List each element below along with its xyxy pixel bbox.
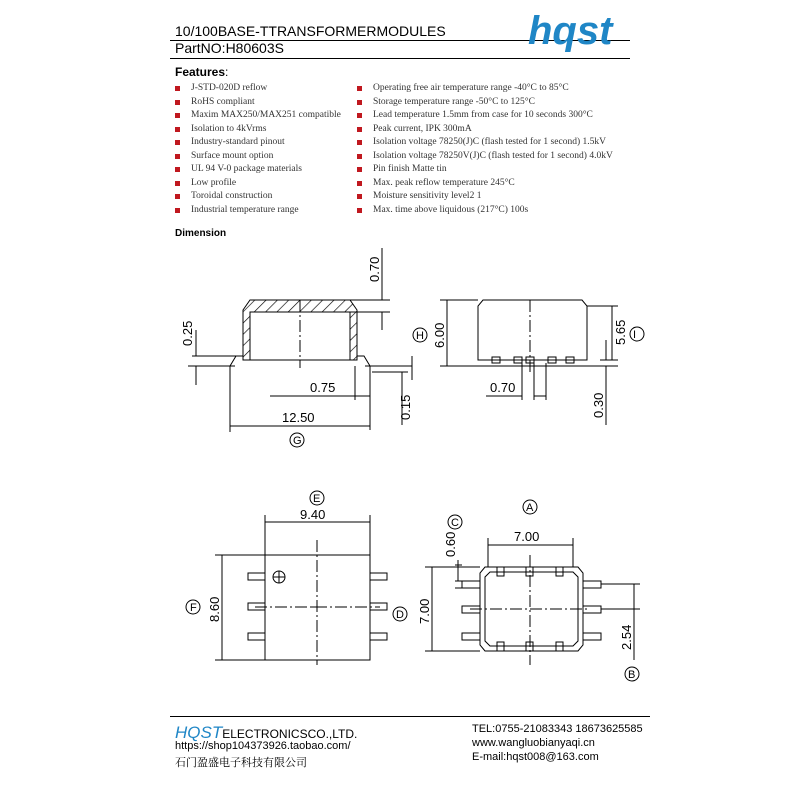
label-h: H	[416, 330, 424, 342]
pad-pin	[462, 581, 480, 588]
list-item: Surface mount option	[175, 150, 355, 164]
footer-brand: HQST	[175, 723, 223, 742]
label-d: D	[396, 609, 404, 621]
side-lead-right	[357, 356, 400, 366]
list-item: Low profile	[175, 177, 355, 191]
dim-total-height: 6.00	[432, 322, 447, 348]
dim-lead-thickness: 0.15	[398, 394, 413, 420]
pad-pin	[462, 633, 480, 640]
pad-view	[393, 500, 640, 681]
dim-top-offset: 0.70	[367, 256, 382, 282]
top-view	[186, 491, 387, 665]
list-item: Max. time above liquidous (217°C) 100s	[357, 204, 650, 218]
label-g: G	[293, 435, 302, 447]
list-item: Storage temperature range -50°C to 125°C	[357, 96, 650, 110]
list-item: Max. peak reflow temperature 245°C	[357, 177, 650, 191]
shop-link[interactable]: https://shop104373926.taobao.com/	[175, 740, 351, 752]
list-item: Isolation to 4kVrms	[175, 123, 355, 137]
dim-pin-width: 0.75	[310, 380, 336, 395]
top-pin	[370, 633, 387, 640]
dimension-heading: Dimension	[175, 228, 227, 239]
contact-tel: TEL:0755-21083343 18673625585	[472, 723, 643, 735]
contact-web[interactable]: www.wangluobianyaqi.cn	[472, 737, 595, 749]
contact-email[interactable]: E-mail:hqst008@163.com	[472, 751, 599, 763]
list-item: Operating free air temperature range -40°C to 85°C	[357, 82, 650, 96]
list-item: Lead temperature 1.5mm from case for 10 seconds 300°C	[357, 109, 650, 123]
label-e: E	[313, 493, 321, 505]
dim-overall-width: 12.50	[282, 410, 315, 425]
dim-body-height: 5.65	[613, 319, 628, 345]
list-item: Maxim MAX250/MAX251 compatible	[175, 109, 355, 123]
list-item: RoHS compliant	[175, 96, 355, 110]
front-view	[440, 300, 644, 425]
label-a: A	[526, 502, 534, 514]
label-c: C	[451, 517, 459, 529]
list-item: Toroidal construction	[175, 190, 355, 204]
dim-pin-spacing: 0.70	[490, 380, 516, 395]
dim-pad-width: 7.00	[514, 529, 540, 544]
front-body	[478, 300, 587, 360]
list-item: J-STD-020D reflow	[175, 82, 355, 96]
list-item: Moisture sensitivity level2 1	[357, 190, 650, 204]
logo-text: hqst	[528, 9, 613, 52]
dim-pitch: 2.54	[619, 624, 634, 650]
list-item: Pin finish Matte tin	[357, 163, 650, 177]
list-item: Isolation voltage 78250V(J)C (flash tested for 1 second) 4.0kV	[357, 150, 650, 164]
pad-pin	[583, 633, 601, 640]
dim-top-height: 8.60	[207, 596, 222, 622]
top-pin	[248, 573, 265, 580]
side-lead-left	[200, 356, 243, 366]
dim-standoff: 0.30	[591, 392, 606, 418]
top-pin	[248, 633, 265, 640]
part-number: PartNO:H80603S	[175, 40, 284, 56]
dim-pin-height: 0.25	[180, 320, 195, 346]
document-title: 10/100BASE-TTRANSFORMERMODULES	[175, 23, 446, 39]
label-i: I	[633, 329, 637, 341]
dim-pad-size: 0.60	[443, 531, 458, 557]
company-chinese-name: 石门盈盛电子科技有限公司	[175, 756, 307, 769]
features-heading: Features:	[175, 65, 229, 79]
company-name: HQSTELECTRONICSCO.,LTD.	[175, 723, 358, 742]
dim-top-width: 9.40	[300, 507, 326, 522]
footer-rule	[170, 716, 650, 717]
list-item: Isolation voltage 78250(J)C (flash tested for 1 second) 1.5kV	[357, 136, 650, 150]
label-b: B	[628, 669, 636, 681]
top-pin	[370, 573, 387, 580]
list-item: Peak current, IPK 300mA	[357, 123, 650, 137]
list-item: Industry-standard pinout	[175, 136, 355, 150]
list-item: Industrial temperature range	[175, 204, 355, 218]
dim-pad-height: 7.00	[417, 598, 432, 624]
pad-pin	[583, 581, 601, 588]
label-f: F	[190, 602, 197, 614]
list-item: UL 94 V-0 package materials	[175, 163, 355, 177]
